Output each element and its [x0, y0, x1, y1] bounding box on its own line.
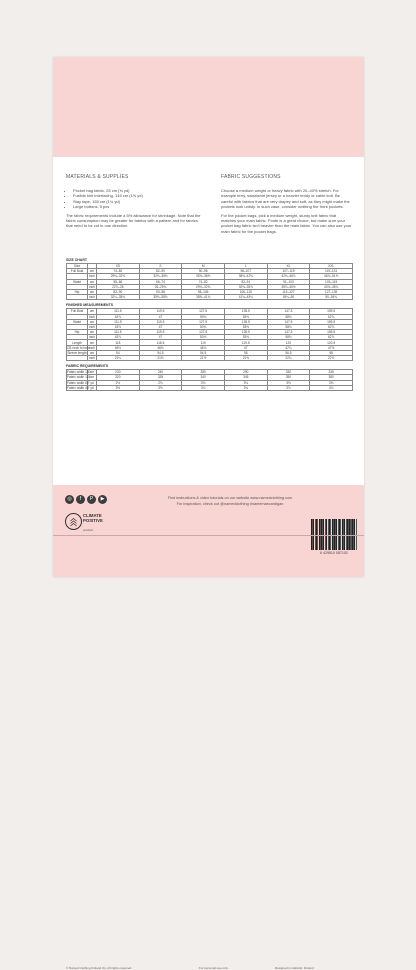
table-cell: 32⅜–35⅞: [224, 284, 267, 289]
table-cell: 103–115: [310, 279, 353, 284]
table-cell: 159.5: [310, 309, 353, 314]
footer-divider: [53, 535, 364, 536]
table-cell: 58–66: [97, 279, 140, 284]
table-cell: 43⅞: [97, 335, 140, 340]
table-cell: 21½: [182, 356, 225, 361]
table-cell: 47½: [310, 345, 353, 350]
table-cell: 159.5: [310, 319, 353, 324]
table-cell: 53⅜: [224, 335, 267, 340]
row-unit: cm: [88, 375, 97, 380]
table-cell: 46⅞: [182, 345, 225, 350]
row-unit: cm: [88, 319, 97, 324]
barcode-number: 6 429810 087102: [311, 551, 357, 555]
table-cell: 54.5: [139, 350, 182, 355]
table-cell: 230: [97, 370, 140, 375]
table-cell: 55: [224, 350, 267, 355]
table-cell: 90–98: [139, 289, 182, 294]
fabric-requirements-title: FABRIC REQUIREMENTS: [66, 364, 353, 368]
row-unit: yd: [88, 380, 97, 385]
table-cell: 54.5: [182, 350, 225, 355]
table-cell: 53⅜: [224, 314, 267, 319]
table-cell: 119.5: [139, 309, 182, 314]
table-cell: 58⅛: [267, 335, 310, 340]
table-cell: 41¾–45¼: [224, 295, 267, 300]
table-cell: 47: [139, 335, 182, 340]
row-unit: cm: [88, 370, 97, 375]
footer-instagram-line: For inspiration, check out @namedclothing #namemaecardigan: [115, 501, 345, 507]
top-pink-band: [53, 57, 364, 157]
table-cell: 21⅝: [224, 356, 267, 361]
table-cell: 345: [224, 375, 267, 380]
table-cell: 4⅛: [310, 385, 353, 390]
row-label: Waist: [67, 279, 88, 284]
row-unit: yd: [88, 385, 97, 390]
table-cell: 62⅞: [310, 314, 353, 319]
table-cell: 32⅜–35⅜: [139, 274, 182, 279]
table-cell: 119: [182, 340, 225, 345]
table-cell: 135.5: [224, 330, 267, 335]
row-unit: inch: [88, 314, 97, 319]
instagram-icon[interactable]: ◎: [65, 495, 74, 504]
table-cell: 82–90: [97, 289, 140, 294]
materials-section: [66, 175, 202, 233]
finished-measurements-title: FINISHED MEASUREMENTS: [66, 303, 353, 307]
table-cell: 119.5: [224, 340, 267, 345]
table-cell: 119–131: [310, 269, 353, 274]
materials-note: The fabric requirements include a 5% allowance for shrinkage. Note that the fabric consumption may be greater for fabrics with a pattern and for fabrics that need to be cut in one direction.: [66, 213, 202, 229]
table-cell: 335: [139, 375, 182, 380]
table-cell: 3⅝: [267, 380, 310, 385]
table-cell: 120: [267, 340, 310, 345]
table-cell: 330: [267, 370, 310, 375]
size-header-cell: XL: [267, 264, 310, 269]
pattern-envelope-back: [53, 57, 364, 577]
table-cell: 127.5: [182, 319, 225, 324]
fabric-suggestions-paragraph: For the pocket bags, pick a medium weight, sturdy knit fabric that matches your main fabric. Ponte is a great choice, but make sure your pocket bag fabric isn't heavier than the main fabric. You can also use your main fabric for the pocket bags.: [221, 213, 352, 234]
row-label: Fabric width 60": [67, 380, 88, 385]
materials-item: • Pocket bag fabric, 25 cm (⅜ yd): [73, 188, 202, 193]
row-label: Fabric width 45": [67, 385, 88, 390]
table-row: [67, 385, 353, 390]
table-cell: 47: [139, 314, 182, 319]
table-cell: 380: [310, 375, 353, 380]
table-cell: 62⅞: [310, 335, 353, 340]
table-cell: 50⅛: [182, 324, 225, 329]
table-cell: 58⅛: [267, 314, 310, 319]
table-cell: 119.5: [139, 319, 182, 324]
table-cell: 118: [97, 340, 140, 345]
row-label: [67, 356, 88, 361]
table-cell: 35⅞–40½: [267, 284, 310, 289]
table-cell: 115–127: [267, 289, 310, 294]
barcode: [311, 519, 357, 557]
table-cell: 3⅛: [224, 380, 267, 385]
table-cell: 35⅜–38⅝: [182, 274, 225, 279]
row-unit: cm: [88, 309, 97, 314]
table-cell: 62⅞: [310, 324, 353, 329]
table-cell: 119.5: [139, 330, 182, 335]
table-cell: 3⅝: [310, 380, 353, 385]
table-cell: 29⅛–32⅜: [97, 274, 140, 279]
row-label: Fabric width 115: [67, 375, 88, 380]
size-header-cell: L: [224, 264, 267, 269]
table-cell: 135.5: [224, 309, 267, 314]
climate-positive-logo: [65, 511, 115, 551]
fabric-suggestions-heading: FABRIC SUGGESTIONS: [221, 175, 352, 180]
table-cell: 53⅜: [224, 324, 267, 329]
table-cell: 82–91: [224, 279, 267, 284]
materials-item: • Stay tape, 155 cm (1¾ yd): [73, 199, 202, 204]
row-unit: inch: [88, 284, 97, 289]
table-cell: 159.5: [310, 330, 353, 335]
row-label: Sleeve length: [67, 350, 88, 355]
table-cell: 280: [182, 370, 225, 375]
size-chart-table: [66, 263, 353, 300]
table-cell: 43⅞: [97, 314, 140, 319]
table-cell: 127–139: [310, 289, 353, 294]
row-label: Length: [67, 340, 88, 345]
table-cell: 74–82: [97, 269, 140, 274]
row-label: Hip: [67, 289, 88, 294]
table-cell: 335: [310, 370, 353, 375]
table-cell: 127.5: [182, 330, 225, 335]
size-header-cell: XS: [97, 264, 140, 269]
table-cell: 3⅞: [267, 385, 310, 390]
table-cell: 38⅝–41¾: [182, 295, 225, 300]
table-cell: 147.5: [267, 309, 310, 314]
row-label: Fabric width 150: [67, 370, 88, 375]
table-cell: 58⅛: [267, 324, 310, 329]
personal-use-text: For personal use only.: [199, 966, 228, 970]
table-cell: 111.5: [97, 319, 140, 324]
table-cell: 3¾: [182, 385, 225, 390]
table-cell: 3⅝: [139, 385, 182, 390]
footer: [53, 485, 364, 577]
table-cell: 21¼: [97, 356, 140, 361]
table-cell: 46⅝: [139, 345, 182, 350]
fabric-suggestions-section: [221, 175, 352, 238]
table-cell: 106–115: [224, 289, 267, 294]
row-label: [67, 295, 88, 300]
table-cell: 46½: [97, 345, 140, 350]
table-cell: 47: [139, 324, 182, 329]
table-cell: 29⅛–32⅜: [182, 284, 225, 289]
climate-positive-text: CLIMATE POSITIVE: [83, 513, 103, 523]
row-label: Hip: [67, 330, 88, 335]
table-cell: 320: [97, 375, 140, 380]
table-cell: 3⅛: [182, 380, 225, 385]
size-chart-title: SIZE CHART: [66, 258, 353, 262]
table-cell: 43⅞: [97, 324, 140, 329]
table-cell: 350: [267, 375, 310, 380]
row-label: Waist: [67, 319, 88, 324]
table-cell: 127.5: [182, 309, 225, 314]
table-cell: 32¼–35⅜: [97, 295, 140, 300]
table-cell: 22⅞: [310, 356, 353, 361]
copyright-text: © Named Clothing Finland Oy, All rights reserved.: [66, 966, 132, 970]
table-cell: 91–103: [267, 279, 310, 284]
table-cell: 56.5: [267, 350, 310, 355]
size-header-cell: M: [182, 264, 225, 269]
row-unit: cm: [88, 350, 97, 355]
materials-item: • Fusible knit interfacing, 145 cm (1⅝ yd): [73, 193, 202, 198]
table-cell: 47: [224, 345, 267, 350]
table-cell: 21½: [139, 356, 182, 361]
table-cell: 98–106: [182, 289, 225, 294]
row-label: CB neck to hem: [67, 345, 88, 350]
designed-text: Designed in Helsinki, Finland: [275, 966, 314, 970]
fabric-requirements-table: [66, 369, 353, 391]
table-cell: 240: [139, 370, 182, 375]
table-cell: 120.5: [310, 340, 353, 345]
table-cell: 35⅜–38⅝: [139, 295, 182, 300]
materials-list: [66, 188, 202, 209]
table-cell: 147.5: [267, 330, 310, 335]
row-unit: cm: [88, 330, 97, 335]
pinterest-icon[interactable]: P: [87, 495, 96, 504]
row-unit: cm: [88, 340, 97, 345]
size-header-cell: XXL: [310, 264, 353, 269]
table-cell: 22¼: [267, 356, 310, 361]
climate-positive-icon: [65, 513, 82, 530]
table-cell: 2½: [97, 380, 140, 385]
table-cell: 50⅛: [182, 335, 225, 340]
row-unit: inch: [88, 274, 97, 279]
table-cell: 340: [182, 375, 225, 380]
measurement-tables: [66, 255, 353, 393]
table-cell: 66–74: [139, 279, 182, 284]
table-cell: 111.5: [97, 330, 140, 335]
table-cell: 118.5: [139, 340, 182, 345]
row-unit: cm: [88, 269, 97, 274]
row-unit: inch: [88, 295, 97, 300]
table-cell: 22⅞–26: [97, 284, 140, 289]
youtube-icon[interactable]: ▶: [98, 495, 107, 504]
materials-item: • Large buttons, 5 pcs: [73, 204, 202, 209]
row-label: Full Bust: [67, 309, 88, 314]
row-label: Full Bust: [67, 269, 88, 274]
finished-measurements-table: [66, 308, 353, 361]
table-cell: 40½–45¼: [310, 284, 353, 289]
footer-website-line[interactable]: Find instructions & video tutorials on our website www.namedclothing.com: [115, 495, 345, 501]
table-cell: 3½: [97, 385, 140, 390]
table-row: [67, 295, 353, 300]
table-cell: 50⅛: [182, 314, 225, 319]
table-cell: 42⅛–46⅞: [267, 274, 310, 279]
fabric-suggestions-paragraph: Choose a medium weight or heavy fabric with 20–40% stretch. For example terry, sweatshirt jersey or a heavier teddy or cable knit. Be careful with fabrics that are very drapey and soft, as they might make the pockets look untidy. In such case, consider omitting the front pockets.: [221, 188, 352, 209]
table-cell: 290: [224, 370, 267, 375]
row-unit: inch: [88, 345, 97, 350]
table-cell: 111.5: [97, 309, 140, 314]
table-cell: 38⅝–42⅛: [224, 274, 267, 279]
row-unit: cm: [88, 279, 97, 284]
table-cell: 107–119: [267, 269, 310, 274]
table-cell: 50–54¾: [310, 295, 353, 300]
table-cell: 3¾: [224, 385, 267, 390]
row-unit: cm: [88, 289, 97, 294]
table-cell: 45¼–50: [267, 295, 310, 300]
facebook-icon[interactable]: f: [76, 495, 85, 504]
footer-info: [115, 495, 345, 507]
size-header-cell: S: [139, 264, 182, 269]
table-cell: 147.5: [267, 319, 310, 324]
climate-positive-subtext: product: [83, 528, 93, 532]
materials-heading: MATERIALS & SUPPLIES: [66, 175, 202, 180]
table-cell: 54: [97, 350, 140, 355]
table-cell: 82–90: [139, 269, 182, 274]
row-unit: inch: [88, 324, 97, 329]
table-cell: 135.5: [224, 319, 267, 324]
table-cell: 90–98: [182, 269, 225, 274]
row-unit: inch: [88, 335, 97, 340]
table-cell: 26–29⅛: [139, 284, 182, 289]
table-cell: 47¼: [267, 345, 310, 350]
size-label: Size: [67, 264, 88, 269]
table-cell: 98–107: [224, 269, 267, 274]
table-cell: 46⅞–51⅝: [310, 274, 353, 279]
row-unit: inch: [88, 356, 97, 361]
table-row: [67, 356, 353, 361]
table-cell: 2⅝: [139, 380, 182, 385]
table-cell: 74–82: [182, 279, 225, 284]
table-cell: 58: [310, 350, 353, 355]
